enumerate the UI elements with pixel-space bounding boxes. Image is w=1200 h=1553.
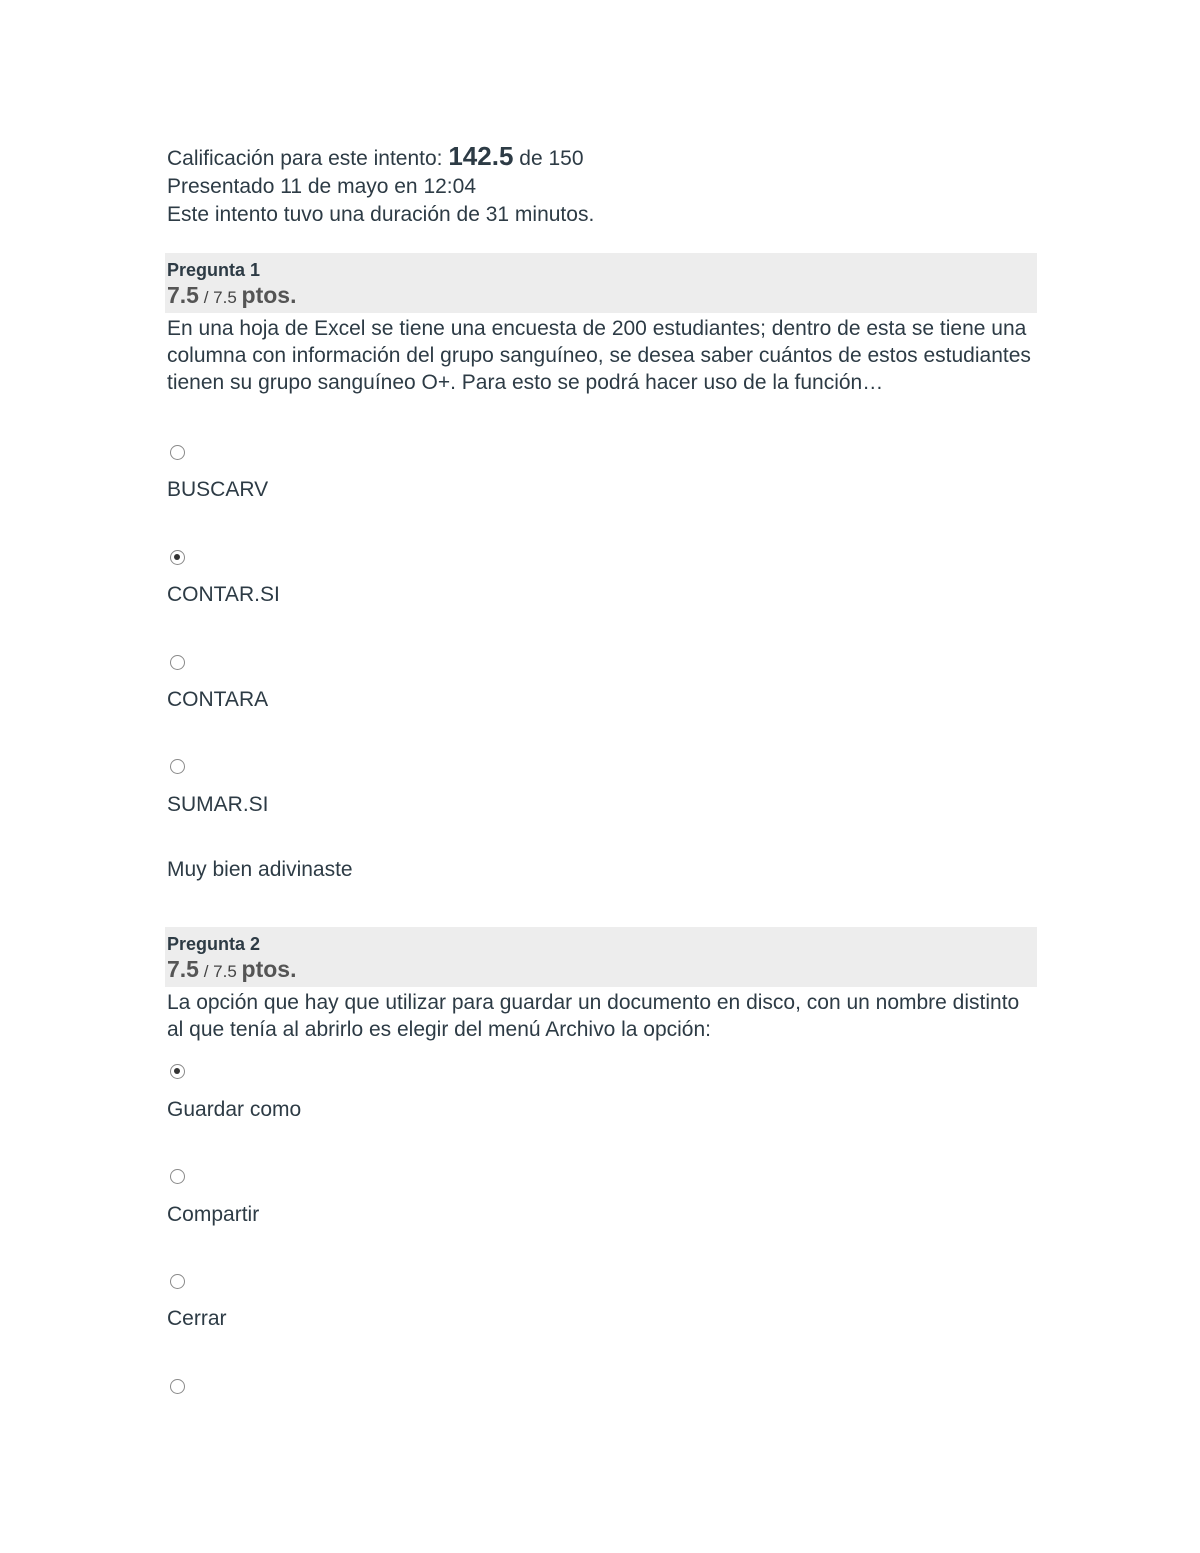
score-possible: / 7.5 — [198, 962, 242, 981]
question-score — [167, 955, 1037, 986]
grade-line — [167, 142, 594, 173]
question-2 — [167, 927, 1037, 1043]
option-radio-guardar-como[interactable] — [170, 1064, 185, 1079]
score-unit: ptos. — [241, 956, 297, 982]
score-earned: 7.5 — [167, 282, 199, 308]
option-label-buscarv[interactable]: BUSCARV — [167, 478, 269, 501]
question-text: La opción que hay que utilizar para guardar un documento en disco, con un nombre distinto al que tenía al abrirlo es elegir del menú Archivo la opción: — [167, 991, 1020, 1041]
submitted-line: Presentado 11 de mayo en 12:04 — [167, 175, 477, 198]
option-radio-sumar-si[interactable] — [170, 759, 185, 774]
question-header — [165, 253, 1037, 313]
score-unit: ptos. — [241, 282, 297, 308]
question-1 — [167, 253, 1037, 396]
option-label-contar-si[interactable]: CONTAR.SI — [167, 583, 280, 606]
question-score — [167, 281, 1037, 312]
score-earned: 7.5 — [167, 956, 199, 982]
option-label-sumar-si[interactable]: SUMAR.SI — [167, 793, 269, 816]
option-label-contara[interactable]: CONTARA — [167, 688, 269, 711]
score-possible: / 7.5 — [198, 288, 242, 307]
grade-value: 142.5 — [448, 141, 514, 171]
option-label-compartir[interactable]: Compartir — [167, 1203, 260, 1226]
option-radio-contara[interactable] — [170, 655, 185, 670]
option-radio-4[interactable] — [170, 1379, 185, 1394]
question-text: En una hoja de Excel se tiene una encuesta de 200 estudiantes; dentro de esta se tiene una columna con información del grupo sanguíneo, se desea saber cuántos de estos estudiantes tienen su grupo sanguíneo O+. Para esto se podrá hacer uso de la función… — [167, 317, 1031, 394]
grade-label: Calificación para este intento: — [167, 147, 443, 170]
answer-feedback: Muy bien adivinaste — [167, 858, 353, 881]
option-label-cerrar[interactable]: Cerrar — [167, 1307, 227, 1330]
question-header — [165, 927, 1037, 987]
question-title: Pregunta 1 — [167, 260, 261, 280]
option-radio-compartir[interactable] — [170, 1169, 185, 1184]
option-label-guardar-como[interactable]: Guardar como — [167, 1098, 302, 1121]
question-title: Pregunta 2 — [167, 934, 261, 954]
option-radio-buscarv[interactable] — [170, 445, 185, 460]
duration-line: Este intento tuvo una duración de 31 minutos. — [167, 203, 595, 226]
option-radio-contar-si[interactable] — [170, 550, 185, 565]
attempt-summary — [167, 142, 594, 229]
grade-total: de 150 — [519, 147, 584, 170]
option-radio-cerrar[interactable] — [170, 1274, 185, 1289]
